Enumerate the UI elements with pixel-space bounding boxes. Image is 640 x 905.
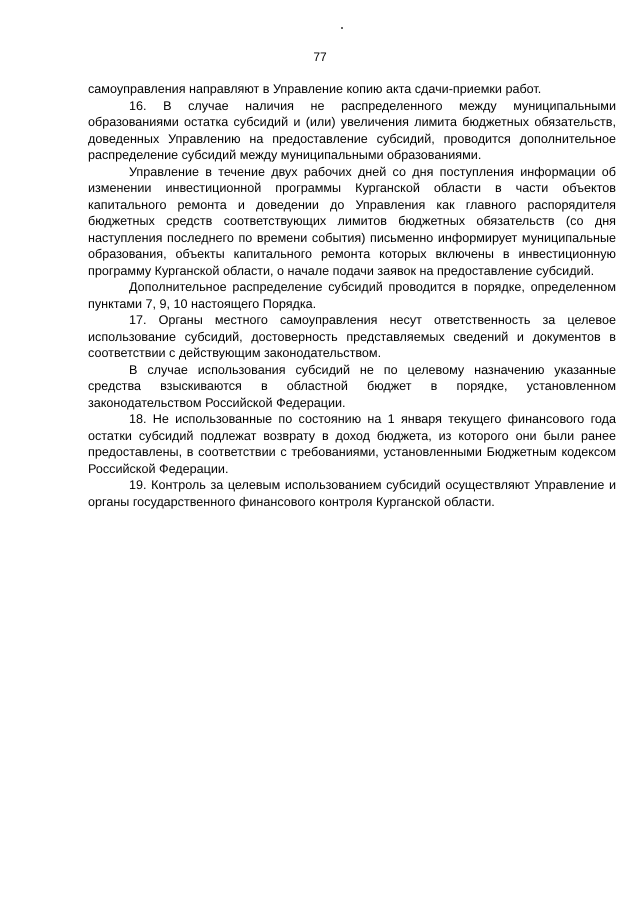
scan-dot-mark bbox=[341, 27, 343, 29]
document-body bbox=[88, 81, 616, 510]
paragraph-continuation: самоуправления направляют в Управление копию акта сдачи-приемки работ. bbox=[88, 82, 542, 96]
paragraph-17: 17. Органы местного самоуправления несут ответственность за целевое использование субсидий, достоверность представляемых сведений и документов в соответствии с действующим законодательством. bbox=[88, 313, 616, 360]
paragraph-16: 16. В случае наличия не распределенного между муниципальными образованиями остатка субсидий и (или) увеличения лимита бюджетных обязательств, доведенных Управлению на предоставление субсидий, проводится дополнительное распределение субсидий между муниципальными образованиями. bbox=[88, 98, 616, 162]
paragraph-18: 18. Не использованные по состоянию на 1 января текущего финансового года остатки субсидий подлежат возврату в доход бюджета, из которого они были ранее предоставлены, в соответствии с требованиями, установленными Бюджетным кодексом Российской Федерации. bbox=[88, 412, 616, 476]
paragraph-16-procedure: Дополнительное распределение субсидий проводится в порядке, определенном пунктами 7, 9, 10 настоящего Порядка. bbox=[88, 280, 616, 311]
paragraph-16-notification: Управление в течение двух рабочих дней со дня поступления информации об изменении инвестиционной программы Курганской области в части объектов капитального ремонта и доведении до Управления как главного распорядителя бюджетных средств соответствующих лимитов бюджетных обязательств (со дня наступления последнего по времени события) письменно информирует муниципальные образования, объекты капитального ремонта которых включены в инвестиционную программу Курганской области, о начале подачи заявок на предоставление субсидий. bbox=[88, 164, 616, 278]
paragraph-17-misuse: В случае использования субсидий не по целевому назначению указанные средства взыскиваются в областной бюджет в порядке, установленном законодательством Российской Федерации. bbox=[88, 362, 616, 410]
paragraph-19: 19. Контроль за целевым использованием субсидий осуществляют Управление и органы государственного финансового контроля Курганской области. bbox=[88, 478, 616, 509]
page-number: 77 bbox=[313, 50, 327, 64]
